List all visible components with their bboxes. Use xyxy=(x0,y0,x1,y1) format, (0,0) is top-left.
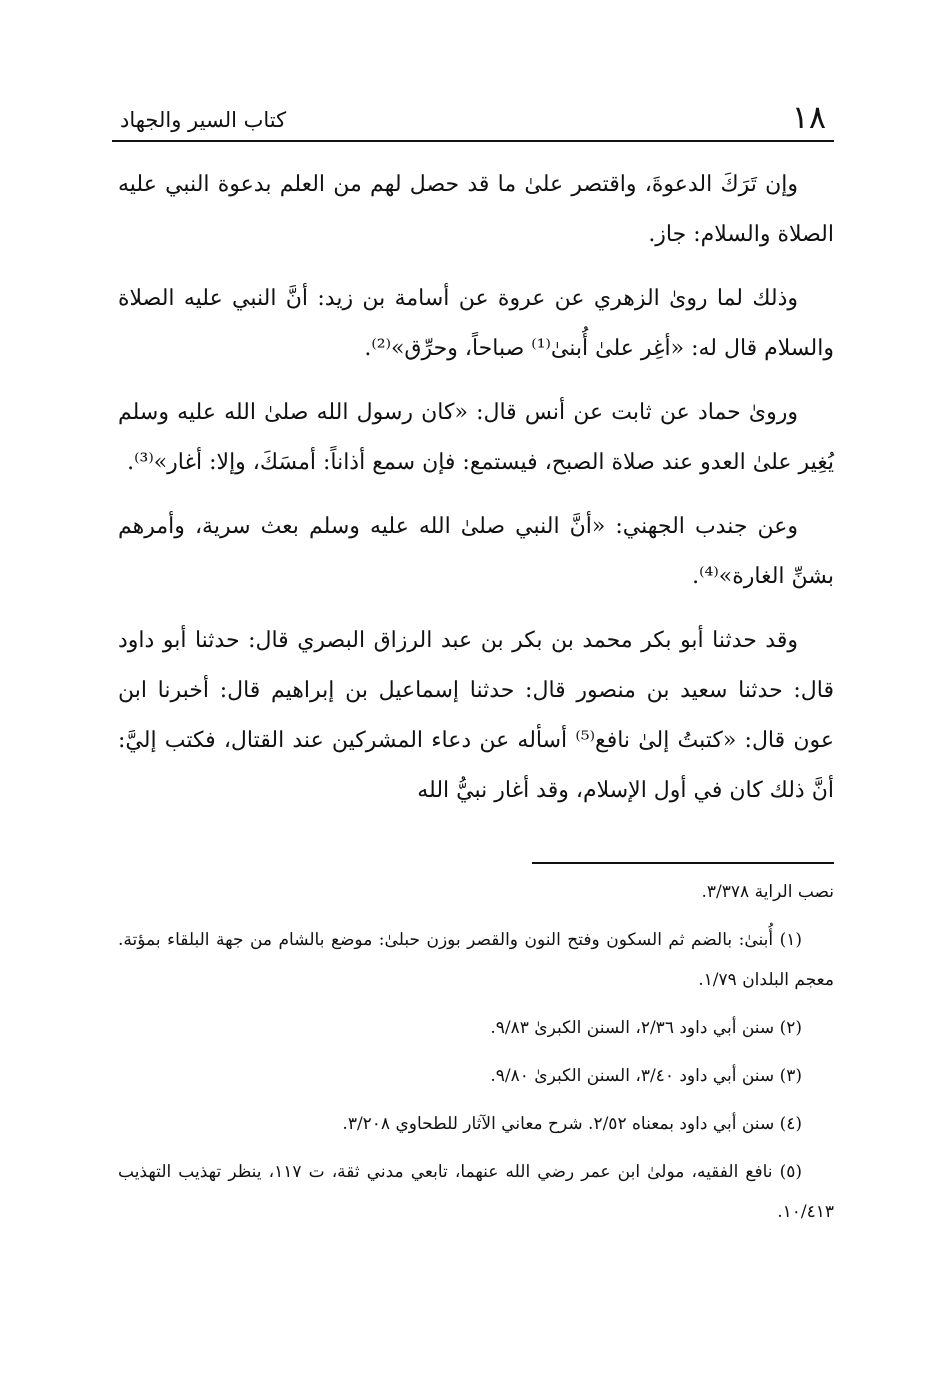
footnote: (٥) نافع الفقيه، مولىٰ ابن عمر رضي الله عنهما، تابعي مدني ثقة، ت ١١٧، ينظر تهذيب التهذيب ١٠/٤١٣. xyxy=(118,1162,834,1222)
running-title: كتاب السير والجهاد xyxy=(120,108,287,132)
footnote-carryover: نصب الراية ٣/٣٧٨. xyxy=(701,882,834,902)
page-header xyxy=(112,92,834,142)
footnote: (٣) سنن أبي داود ٣/٤٠، السنن الكبرىٰ ٩/٨٠. xyxy=(490,1066,802,1086)
body-paragraph: وروىٰ حماد عن ثابت عن أنس قال: «كان رسول الله صلىٰ الله عليه وسلم يُغِير علىٰ العدو عند صلاة الصبح، فيستمع: فإن سمع أذاناً: أمسَكَ، وإلا: أغار»⁽³⁾. xyxy=(118,400,834,475)
body-paragraph: وعن جندب الجهني: «أنَّ النبي صلىٰ الله عليه وسلم بعث سرية، وأمرهم بشنِّ الغارة»⁽⁴⁾. xyxy=(118,514,834,589)
footnotes xyxy=(118,872,834,1240)
footnote: (١) أُبنىٰ: بالضم ثم السكون وفتح النون والقصر بوزن حبلىٰ: موضع بالشام من جهة البلقاء بمؤتة. معجم البلدان ١/٧٩. xyxy=(118,930,834,990)
body-paragraph: وقد حدثنا أبو بكر محمد بن بكر بن عبد الرزاق البصري قال: حدثنا أبو داود قال: حدثنا سعيد بن منصور قال: حدثنا إسماعيل بن إبراهيم قال: أخبرنا ابن عون قال: «كتبتُ إلىٰ نافع⁽⁵⁾ أسأله عن دعاء المشركين عند القتال، فكتب إليَّ: أنَّ ذلك كان في أول الإسلام، وقد أغار نبيُّ الله xyxy=(118,628,834,803)
body-paragraph: وإن تَرَكَ الدعوةَ، واقتصر علىٰ ما قد حصل لهم من العلم بدعوة النبي عليه الصلاة والسلام: جاز. xyxy=(118,172,834,247)
footnote: (٢) سنن أبي داود ٢/٣٦، السنن الكبرىٰ ٩/٨٣. xyxy=(490,1018,802,1038)
body-paragraph: وذلك لما روىٰ الزهري عن عروة عن أسامة بن زيد: أنَّ النبي عليه الصلاة والسلام قال له: «أغِر علىٰ أُبنىٰ⁽¹⁾ صباحاً، وحرِّق»⁽²⁾. xyxy=(118,286,834,361)
footnote-separator xyxy=(532,862,834,864)
footnote: (٤) سنن أبي داود بمعناه ٢/٥٢. شرح معاني الآثار للطحاوي ٣/٢٠٨. xyxy=(342,1114,802,1134)
body-text xyxy=(118,160,834,830)
document-page xyxy=(112,0,834,1377)
page-number: ١٨ xyxy=(791,98,826,136)
